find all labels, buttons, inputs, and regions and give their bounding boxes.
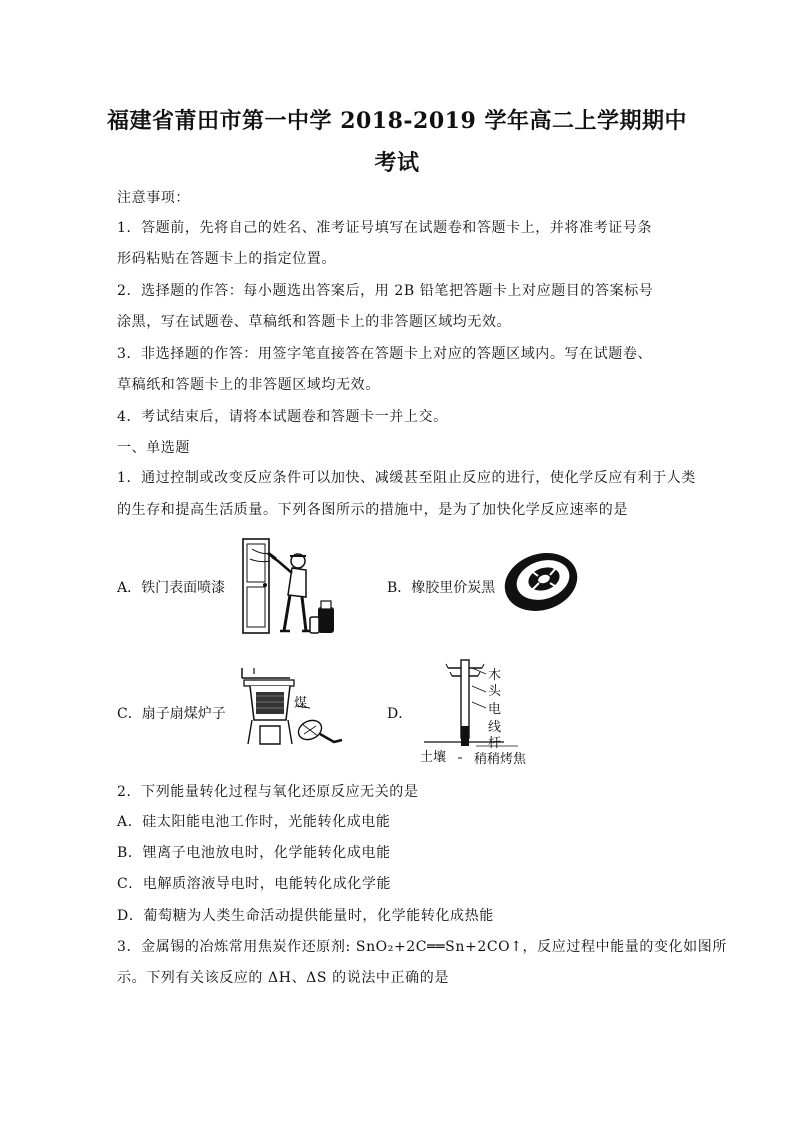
- notice-line-2: 形码粘贴在答题卡上的指定位置。: [117, 251, 336, 267]
- notice-line-5: 3．非选择题的作答：用签字笔直接答在答题卡上对应的答题区域内。写在试题卷、: [117, 346, 653, 362]
- q1-stem-line2: 的生存和提高生活质量。下列各图所示的措施中，是为了加快化学反应速率的是: [117, 502, 628, 518]
- notice-heading: 注意事项：: [117, 190, 190, 206]
- figure-wooden-pole: [418, 656, 533, 766]
- figure-label-d-1: 木: [488, 668, 502, 683]
- q1-stem-line1: 1．通过控制或改变反应条件可以加快、减缓甚至阻止反应的进行，使化学反应有利于人类: [117, 470, 696, 486]
- q1-option-c: C．扇子扇煤炉子: [117, 706, 226, 722]
- document-title-line1: 福建省莆田市第一中学 2018-2019 学年高二上学期期中: [107, 108, 687, 134]
- q2-stem: 2．下列能量转化过程与氧化还原反应无关的是: [117, 784, 419, 800]
- document-title-line2: 考试: [374, 150, 420, 176]
- figure-tire: [500, 548, 582, 614]
- figure-coal-stove: [238, 664, 348, 750]
- figure-label-d-2: 头: [488, 684, 502, 699]
- q1-option-d: D．: [387, 706, 413, 722]
- figure-label-coal: 煤: [294, 696, 308, 711]
- notice-line-4: 涂黑，写在试题卷、草稿纸和答题卡上的非答题区域均无效。: [117, 314, 512, 330]
- q3-stem-line2: 示。下列有关该反应的 ΔH、ΔS 的说法中正确的是: [117, 970, 449, 986]
- figure-painting-door: [240, 535, 340, 637]
- q1-option-a: A．铁门表面喷漆: [117, 580, 226, 596]
- q2-option-b: B．锂离子电池放电时，化学能转化成电能: [117, 845, 391, 861]
- notice-line-3: 2．选择题的作答：每小题选出答案后，用 2B 铅笔把答题卡上对应题目的答案标号: [117, 283, 654, 299]
- q2-option-a: A．硅太阳能电池工作时，光能转化成电能: [117, 814, 391, 830]
- section-heading: 一、单选题: [117, 440, 190, 456]
- q1-option-b: B．橡胶里价炭黑: [387, 580, 496, 596]
- q2-option-c: C．电解质溶液导电时，电能转化成化学能: [117, 876, 392, 892]
- figure-label-soil: 土壤: [420, 750, 447, 765]
- notice-line-1: 1．答题前，先将自己的姓名、准考证号填写在试题卷和答题卡上，并将准考证号条: [117, 220, 653, 236]
- q3-stem-line1: 3．金属锡的冶炼常用焦炭作还原剂: SnO₂+2C══Sn+2CO↑，反应过程中能量的变化如图所: [117, 939, 727, 955]
- figure-label-scorched: 稍稍烤焦: [474, 752, 527, 767]
- notice-line-7: 4．考试结束后，请将本试题卷和答题卡一并上交。: [117, 409, 448, 425]
- figure-label-d-5: 杆: [488, 736, 502, 751]
- notice-line-6: 草稿纸和答题卡上的非答题区域均无效。: [117, 377, 380, 393]
- q2-option-d: D．葡萄糖为人类生命活动提供能量时，化学能转化成热能: [117, 908, 494, 924]
- figure-label-d-3: 电: [488, 702, 502, 717]
- figure-label-d-4: 线: [488, 720, 502, 735]
